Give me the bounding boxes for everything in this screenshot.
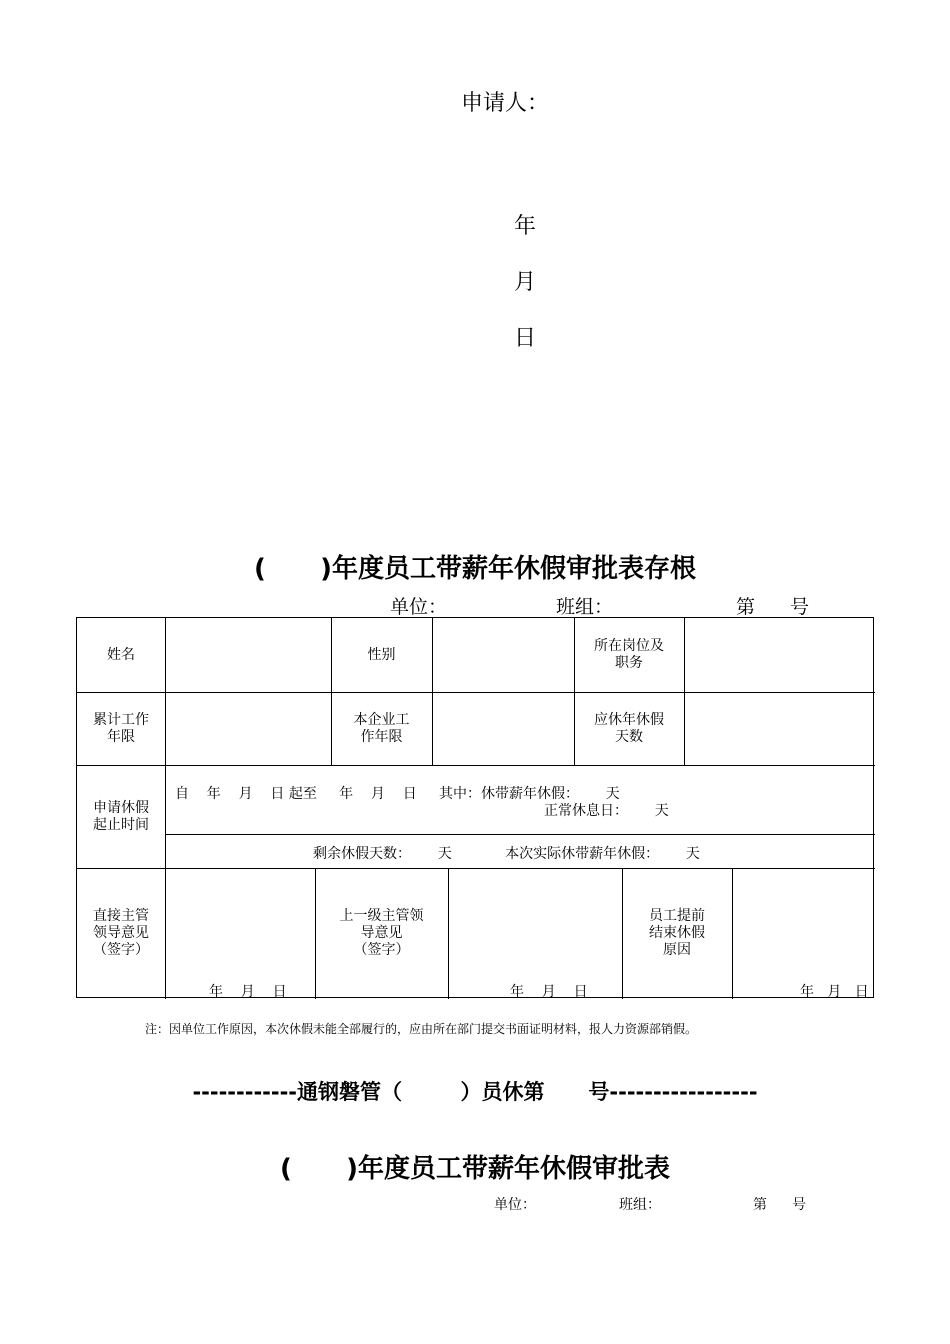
due-days-label-cell [574, 692, 684, 765]
enterprise-years-line2: 作年限 [360, 728, 403, 745]
manager-sign-date: 年 月 日 [209, 984, 287, 1000]
date-day: 日 [514, 326, 537, 351]
upper-manager-line3: （签字） [353, 942, 410, 958]
stub-number-suffix: 号 [790, 596, 810, 618]
stub-title: ( )年度员工带薪年休假审批表存根 [253, 554, 697, 584]
due-days-line2: 天数 [615, 728, 643, 745]
due-days-line1: 应休年休假 [594, 711, 664, 728]
early-end-line3: 原因 [663, 942, 691, 958]
direct-manager-line1: 直接主管 [93, 908, 149, 924]
enterprise-years-line1: 本企业工 [353, 711, 410, 728]
leave-period-line: 自 年 月 日 起至 年 月 日 其中：休带薪年休假： 天 [175, 786, 620, 802]
date-month: 月 [514, 270, 537, 295]
signature-date [500, 184, 542, 352]
name-label: 姓名 [107, 646, 135, 663]
stub-note: 注：因单位工作原因，本次休假未能全部履行的，应由所在部门提交书面证明材料，报人力资源部销假。 [145, 1022, 698, 1036]
upper-manager-line1: 上一级主管领 [339, 908, 424, 924]
cumulative-years-line1: 累计工作 [93, 711, 149, 728]
form-team-label: 班组： [619, 1197, 661, 1213]
remaining-days-line: 剩余休假天数： 天 本次实际休带薪年休假： 天 [313, 846, 700, 862]
form-number-suffix: 号 [792, 1197, 806, 1213]
early-end-line2: 结束休假 [649, 925, 705, 941]
upper-manager-line2: 导意见 [360, 925, 403, 941]
stub-unit-label: 单位： [390, 596, 448, 618]
early-end-label-cell [622, 868, 732, 999]
position-label-line1: 所在岗位及 [594, 638, 664, 654]
upper-sign-date: 年 月 日 [510, 984, 588, 1000]
stub-table [76, 617, 874, 998]
leave-period-label-cell [77, 765, 165, 868]
enterprise-years-label-cell [331, 692, 432, 765]
position-label-cell [574, 618, 684, 692]
applicant-label: 申请人： [461, 91, 550, 116]
cumulative-years-line2: 年限 [107, 728, 135, 745]
stub-team-label: 班组： [556, 596, 614, 618]
gender-label: 性别 [367, 646, 396, 663]
position-label-line2: 职务 [615, 655, 643, 671]
date-year: 年 [514, 214, 537, 239]
gender-label-cell [331, 618, 432, 692]
early-end-line1: 员工提前 [649, 908, 705, 924]
early-end-sign-date: 年 月 日 [800, 984, 869, 1000]
tear-off-divider: ------------通钢磐管（ ）员休第 号----------------- [192, 1080, 758, 1104]
direct-manager-label-cell [77, 868, 165, 999]
stub-number-prefix: 第 [736, 596, 756, 618]
cumulative-years-label-cell [77, 692, 165, 765]
upper-manager-label-cell [315, 868, 448, 999]
leave-period-line1: 申请休假 [93, 799, 149, 816]
form-unit-label: 单位： [494, 1197, 536, 1213]
rest-day-line: 正常休息日： 天 [544, 803, 669, 819]
name-label-cell [77, 618, 165, 692]
leave-period-line2: 起止时间 [93, 816, 149, 833]
direct-manager-line2: 领导意见 [93, 925, 149, 941]
form-number-prefix: 第 [753, 1197, 767, 1213]
direct-manager-line3: （签字） [93, 942, 149, 958]
form-title: ( )年度员工带薪年休假审批表 [279, 1154, 671, 1184]
